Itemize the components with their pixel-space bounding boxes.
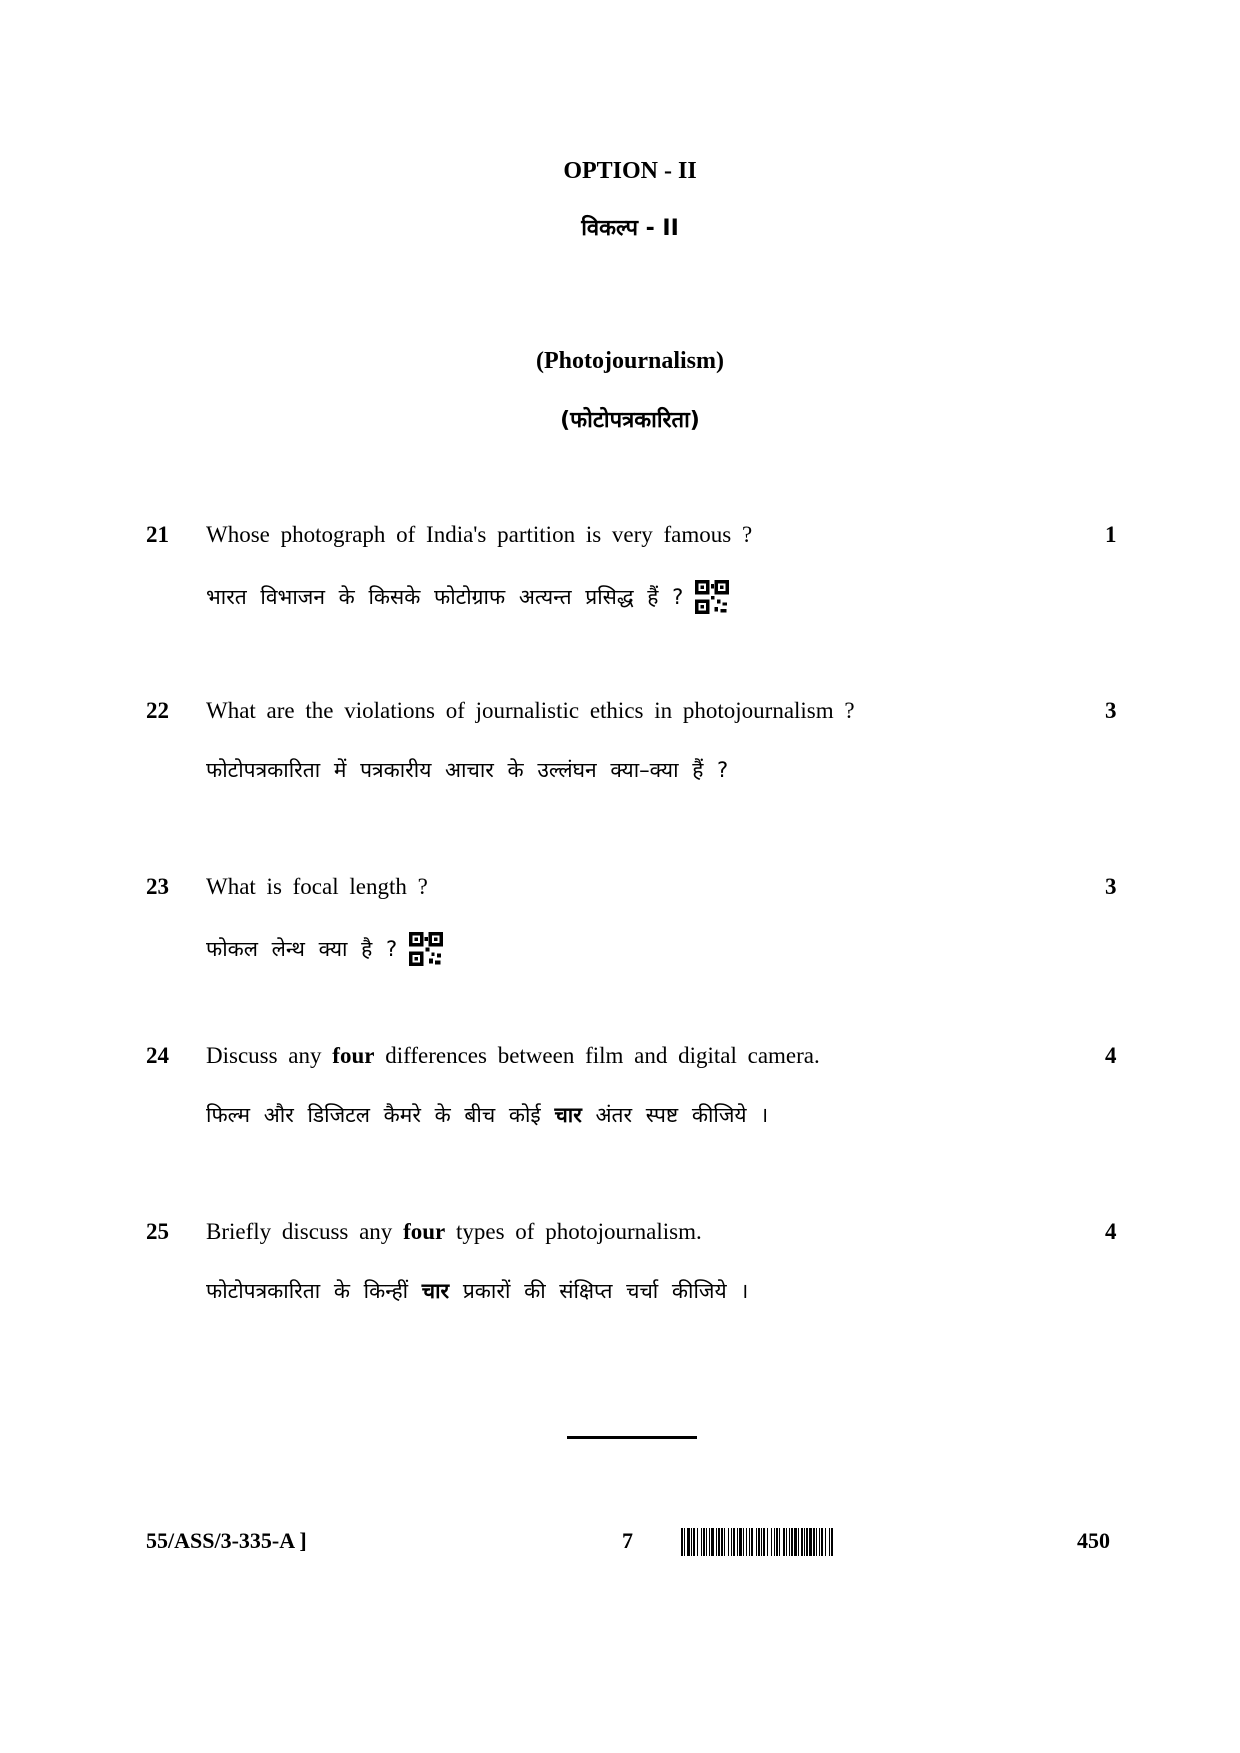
subject-heading-hi: (फोटोपत्रकारिता) <box>560 408 700 433</box>
question-text-en-pre: Discuss any <box>206 1043 322 1068</box>
question-24 <box>0 1043 1240 1153</box>
question-number: 23 <box>146 874 169 899</box>
question-text-hi-post: अंतर स्पष्ट कीजिये । <box>595 1103 769 1127</box>
question-text-en: Whose photograph of India's partition is very famous ? <box>206 522 753 547</box>
question-number: 25 <box>146 1219 169 1244</box>
question-text-en-post: types of photojournalism. <box>455 1219 702 1244</box>
question-text-en <box>206 1043 820 1069</box>
question-text-hi-pre: फोटोपत्रकारिता के किन्हीं <box>206 1279 409 1303</box>
question-25 <box>0 1219 1240 1329</box>
question-text-en: What are the violations of journalistic ethics in photojournalism ? <box>206 698 855 723</box>
question-text-hi-row <box>206 580 729 614</box>
question-text-en-bold: four <box>403 1219 446 1244</box>
question-number: 22 <box>146 698 169 723</box>
question-number: 21 <box>146 522 169 547</box>
page-number: 7 <box>622 1528 633 1553</box>
question-text-hi-row <box>206 1277 748 1305</box>
question-text-en-post: differences between film and digital camera. <box>385 1043 820 1068</box>
option-heading-hi: विकल्प - II <box>581 216 679 241</box>
question-text-en-pre: Briefly discuss any <box>206 1219 393 1244</box>
barcode-icon <box>681 1528 991 1556</box>
question-text-hi-row <box>206 756 728 784</box>
end-divider <box>567 1436 697 1439</box>
question-marks: 4 <box>1105 1219 1117 1244</box>
question-marks: 3 <box>1105 874 1117 899</box>
question-marks: 4 <box>1105 1043 1117 1068</box>
question-text-hi: भारत विभाजन के किसके फोटोग्राफ अत्यन्त प्रसिद्ध हैं ? <box>206 585 684 609</box>
question-marks: 3 <box>1105 698 1117 723</box>
paper-code: 55/ASS/3-335-A ] <box>146 1528 307 1553</box>
question-marks: 1 <box>1105 522 1117 547</box>
question-number: 24 <box>146 1043 169 1068</box>
question-text-hi-post: प्रकारों की संक्षिप्त चर्चा कीजिये । <box>462 1279 749 1303</box>
page-total-number: 450 <box>1077 1528 1110 1553</box>
question-text-en: What is focal length ? <box>206 874 428 899</box>
question-text-hi-bold: चार <box>554 1103 582 1127</box>
question-text-hi <box>206 1277 748 1305</box>
question-23 <box>0 874 1240 984</box>
question-text-hi <box>206 1101 768 1129</box>
question-21 <box>0 522 1240 632</box>
question-text-hi: फोटोपत्रकारिता में पत्रकारीय आचार के उल्लंघन क्या–क्या हैं ? <box>206 758 729 782</box>
question-text-hi-bold: चार <box>421 1279 450 1303</box>
question-text-hi-pre: फिल्म और डिजिटल कैमरे के बीच कोई <box>206 1103 541 1127</box>
question-text-en <box>206 1219 702 1245</box>
qr-code-icon <box>409 932 443 966</box>
qr-code-icon <box>695 580 729 614</box>
subject-heading-en: (Photojournalism) <box>536 348 724 374</box>
question-text-hi-row <box>206 1101 768 1129</box>
question-text-hi: फोकल लेन्थ क्या है ? <box>206 937 398 961</box>
question-text-en-bold: four <box>332 1043 375 1068</box>
question-text-hi-row <box>206 932 443 966</box>
question-22 <box>0 698 1240 808</box>
option-heading-en: OPTION - II <box>563 158 697 184</box>
